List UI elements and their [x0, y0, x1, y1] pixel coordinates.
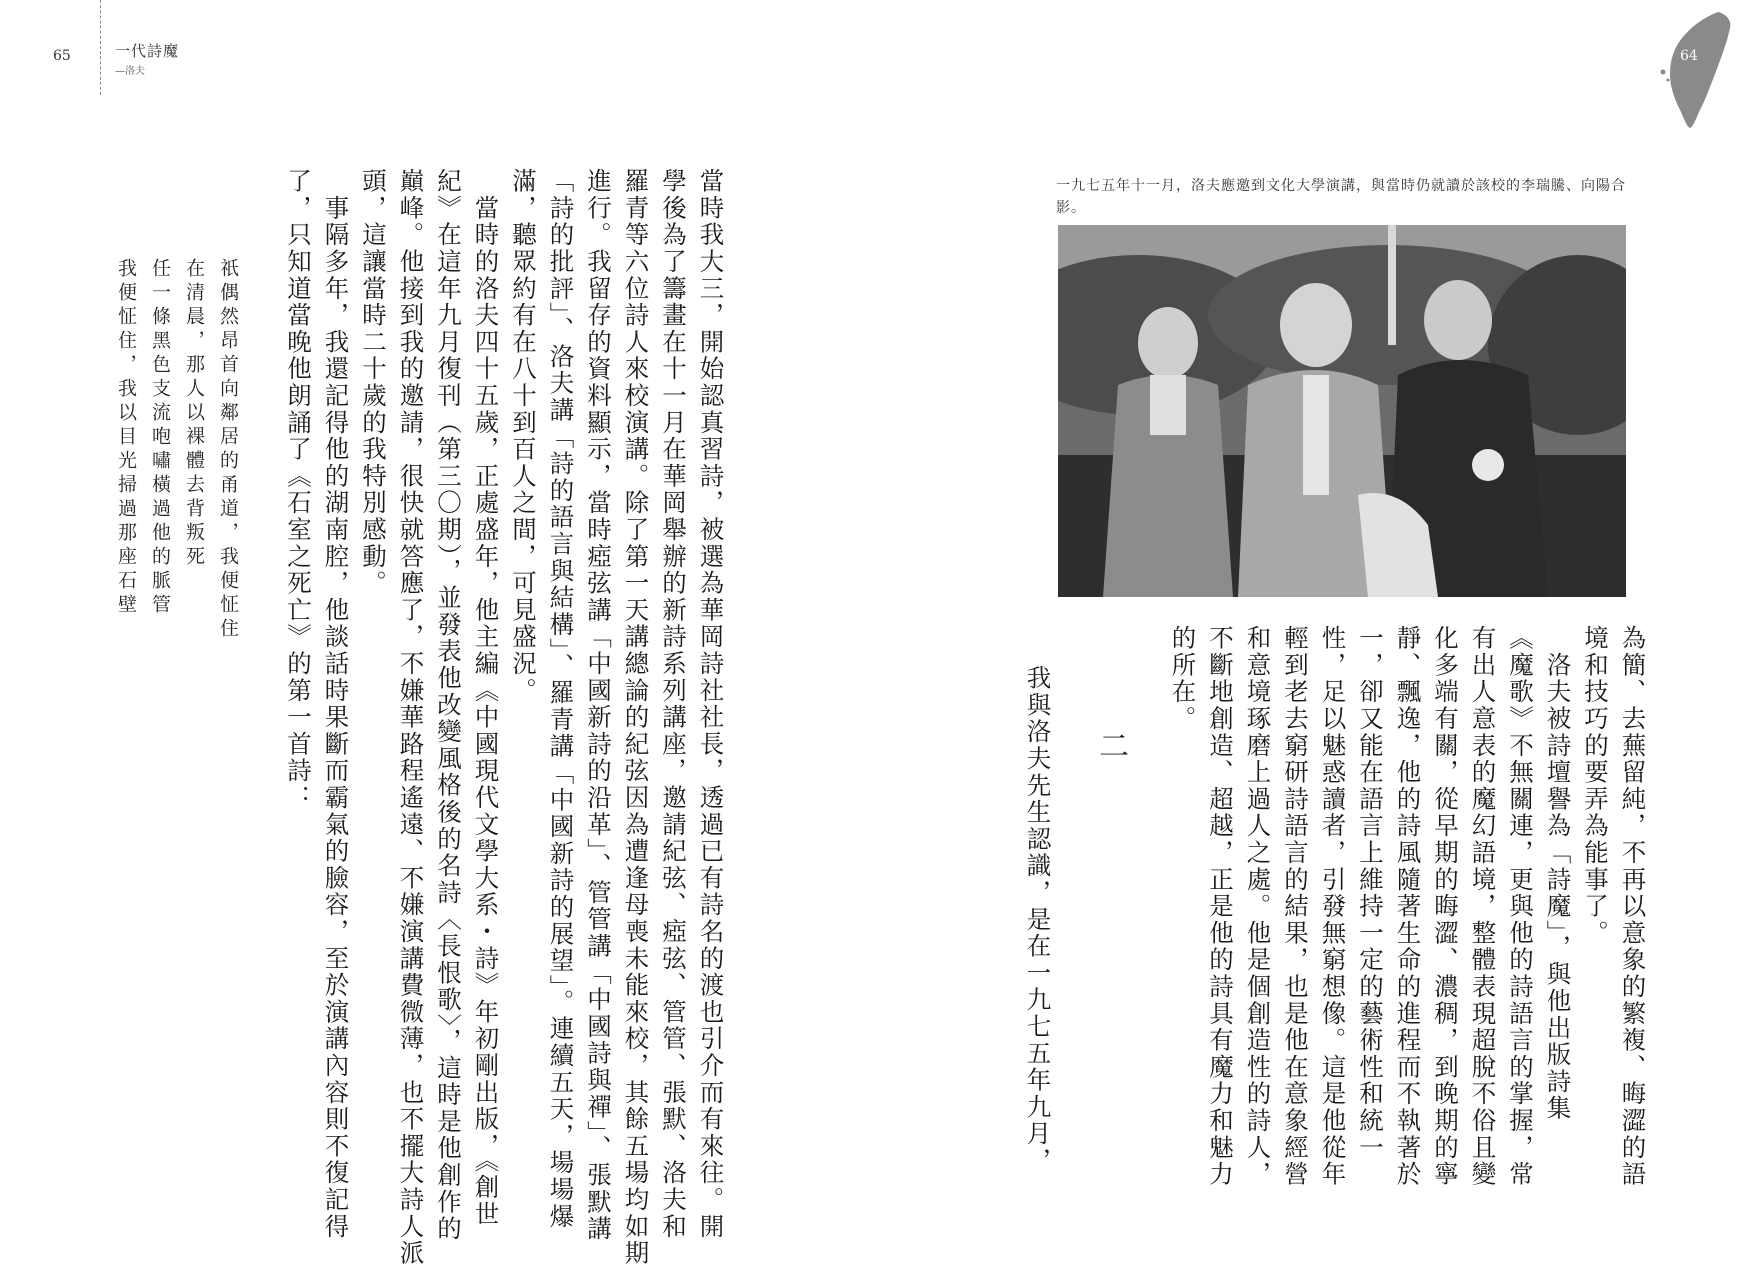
text-column: 的所在。 — [1168, 625, 1198, 733]
text-column: 事隔多年，我還記得他的湖南腔，他談話時果斷而霸氣的臉容，至於演講內容則不復記得 — [321, 168, 351, 1240]
text-column: 境和技巧的要弄為能事了。 — [1581, 625, 1610, 947]
text-column: 學後為了籌畫在十一月在華岡舉辦的新詩系列講座，邀請紀弦、瘂弦、管管、張默、洛夫和 — [659, 168, 688, 1240]
left-page-number: 65 — [53, 48, 71, 64]
photo-caption: 一九七五年十一月，洛夫應邀到文化大學演講，與當時仍就讀於該校的李瑞騰、向陽合影。 — [1056, 178, 1626, 216]
text-column: 滿，聽眾約有在八十到百人之間，可見盛況。 — [509, 168, 538, 704]
text-column: 化多端有關，從早期的晦澀、濃稠，到晚期的寧 — [1431, 625, 1460, 1188]
text-column: 進行。我留存的資料顯示，當時瘂弦講「中國新詩的沿革」、管管講「中國詩與禪」、張默講 — [584, 168, 613, 1243]
text-column: 靜、飄逸，他的詩風隨著生命的進程而不執著於 — [1393, 625, 1423, 1188]
poem-line: 祇偶然昂首向鄰居的甬道，我便怔住 — [217, 258, 239, 642]
right-page-number: 64 — [1680, 48, 1698, 64]
text-column: 和意境琢磨上過人之處。他是個創造性的詩人， — [1243, 625, 1273, 1188]
text-column: 當時的洛夫四十五歲，正處盛年，他主編《中國現代文學大系・詩》年初剛出版，《創世 — [471, 168, 501, 1228]
poem-line: 在清晨，那人以裸體去背叛死 — [183, 258, 205, 570]
section-first-line: 我與洛夫先生認識，是在一九七五年九月， — [1023, 665, 1053, 1175]
text-column: 輕到老去窮研詩語言的結果，也是他在意象經營 — [1281, 625, 1310, 1188]
text-column: 頭，這讓當時二十歲的我特別感動。 — [359, 168, 388, 597]
text-column: 洛夫被詩壇譽為「詩魔」，與他出版詩集 — [1543, 625, 1573, 1122]
text-column: 巔峰。他接到我的邀請，很快就答應了，不嫌華路程遙遠、不嫌演講費微薄，也不擺大詩人派 — [396, 168, 426, 1267]
historical-photo — [1058, 225, 1626, 597]
book-subtitle: —洛夫 — [115, 66, 145, 77]
text-column: 為簡、去蕪留純，不再以意象的繁複、晦澀的語 — [1618, 625, 1648, 1188]
section-number: 二 — [1093, 730, 1128, 760]
text-column: 了，只知道當晚他朗誦了《石室之死亡》的第一首詩： — [284, 168, 313, 812]
text-column: 不斷地創造、超越，正是他的詩具有魔力和魅力 — [1206, 625, 1235, 1188]
text-column: 當時我大三，開始認真習詩，被選為華岡詩社社長，透過已有詩名的渡也引介而有來往。開 — [696, 168, 726, 1240]
text-column: 《魔歌》不無關連，更與他的詩語言的掌握，常 — [1506, 625, 1535, 1188]
book-title: 一代詩魔 — [115, 42, 180, 60]
text-column: 一，卻又能在語言上維持一定的藝術性和統一 — [1356, 625, 1385, 1161]
poem-line: 我便怔住，我以目光掃過那座石壁 — [115, 258, 137, 618]
taiwan-map-icon — [1660, 10, 1735, 130]
poem-line: 任一條黑色支流咆嘯橫過他的脈管 — [149, 258, 171, 618]
header-divider — [100, 0, 101, 95]
text-column: 紀》在這年九月復刊（第三〇期），並發表他改變風格後的名詩〈長恨歌〉，這時是他創作的 — [434, 168, 463, 1243]
text-column: 性，足以魅惑讀者，引發無窮想像。這是他從年 — [1318, 625, 1348, 1188]
text-column: 有出人意表的魔幻語境，整體表現超脫不俗且變 — [1468, 625, 1498, 1188]
photo-icon — [1058, 225, 1626, 597]
text-column: 「詩的批評」、洛夫講「詩的語言與結構」、羅青講「中國新詩的展望」。連續五天，場場爆 — [546, 168, 576, 1231]
text-column: 羅青等六位詩人來校演講。除了第一天講總論的紀弦因為遭逢母喪未能來校，其餘五場均如期 — [621, 168, 651, 1267]
